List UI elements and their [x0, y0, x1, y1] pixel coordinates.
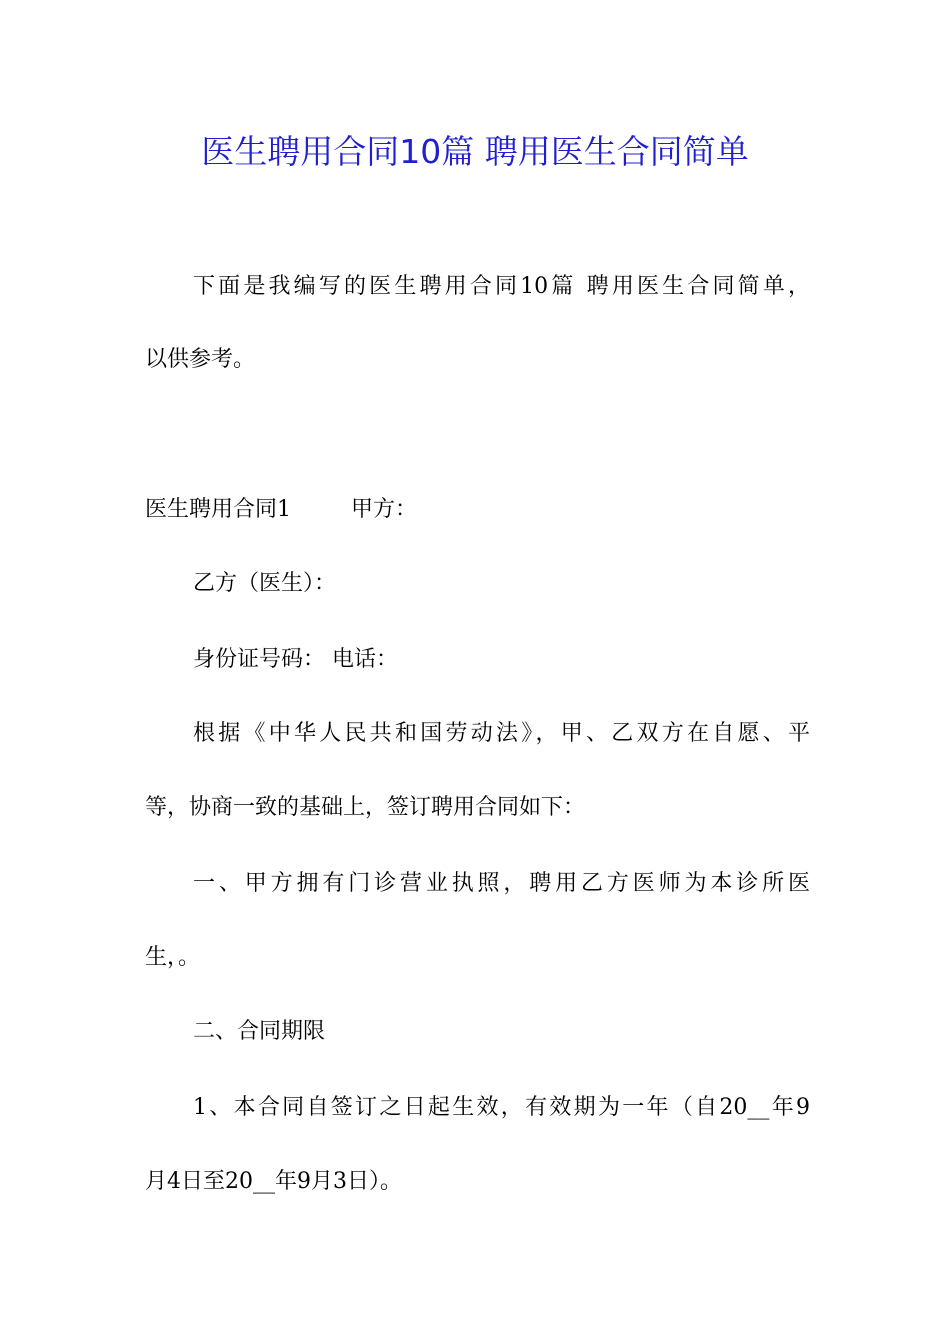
party-a-label: 甲方： [351, 497, 418, 522]
basis-line-2: 等，协商一致的基础上，签订聘用合同如下： [145, 795, 586, 820]
party-b-label: 乙方（医生）： [193, 571, 337, 596]
clause1-line-1: 一、甲方拥有门诊营业执照，聘用乙方医师为本诊所医 [193, 871, 810, 896]
contract-heading-row [145, 493, 810, 527]
intro-line-2: 以供参考。 [145, 347, 256, 372]
intro-line-1: 下面是我编写的医生聘用合同10篇 聘用医生合同简单， [193, 274, 810, 299]
clause2-item1-line-1: 1、本合同自签订之日起生效，有效期为一年（自20__年9 [193, 1095, 810, 1120]
basis-line-1: 根据《中华人民共和国劳动法》，甲、乙双方在自愿、平 [193, 721, 810, 746]
id-phone-label: 身份证号码： 电话： [193, 647, 398, 672]
clause1-line-2: 生，。 [145, 945, 201, 970]
contract-heading: 医生聘用合同1 [145, 497, 291, 522]
clause2-item1-line-2: 月4日至20__年9月3日）。 [145, 1169, 402, 1194]
clause2-heading: 二、合同期限 [193, 1019, 326, 1044]
document-title: 医生聘用合同10篇 聘用医生合同简单 [201, 132, 749, 171]
